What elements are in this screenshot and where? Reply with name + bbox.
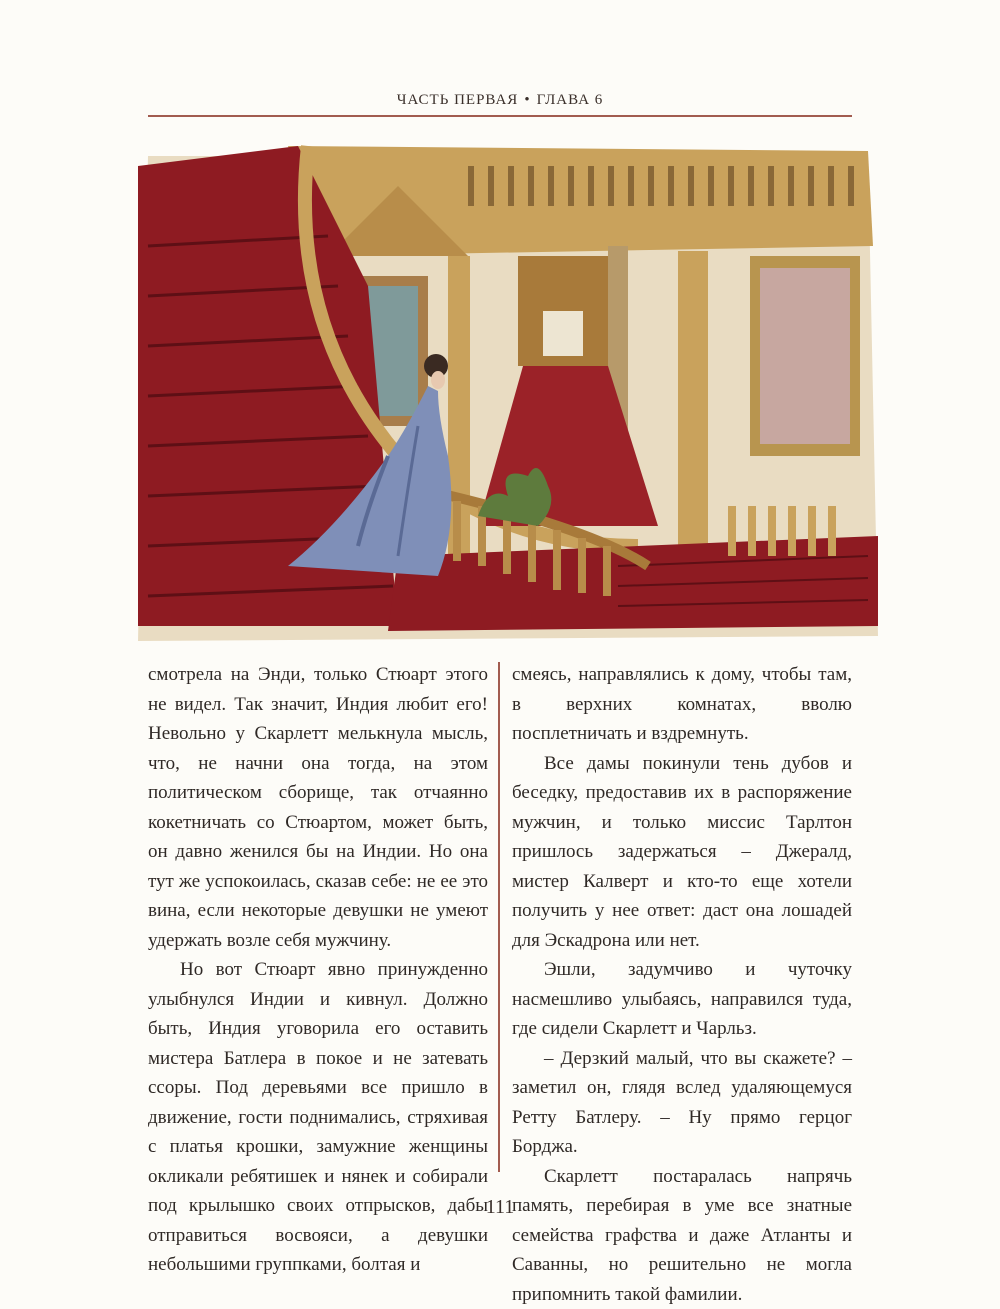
running-head-part: ЧАСТЬ ПЕРВАЯ (397, 92, 519, 108)
running-head-chapter: ГЛАВА 6 (537, 92, 604, 108)
paragraph: Все дамы покинули тень дубов и беседку, предоставив их в распоряжение мужчин, и только миссис Тарлтон пришлось задержаться – Джералд, мистер Калверт и кто-то еще хотели получить у нее ответ: даст она лошадей для Эскадрона или нет. (512, 749, 852, 956)
staircase-illustration-art (138, 126, 878, 646)
paragraph: Скарлетт постаралась напрячь память, перебирая в уме все знатные семейства графства и даже Атланты и Саванны, но решительно не могла припомнить такой фамилии. (512, 1162, 852, 1309)
text-column-left (148, 660, 488, 1280)
paragraph: Эшли, задумчиво и чуточку насмешливо улыбаясь, направился туда, где сидели Скарлетт и Чарльз. (512, 955, 852, 1044)
paragraph: смеясь, направлялись к дому, чтобы там, в верхних комнатах, вволю посплетничать и вздремнуть. (512, 660, 852, 749)
paragraph: Но вот Стюарт явно принужденно улыбнулся Индии и кивнул. Должно быть, Индия уговорила его оставить мистера Батлера в покое и не затевать ссоры. Под деревьями все пришло в движение, гости поднимались, стряхивая с платья крошки, замужние женщины окликали ребятишек и нянек и собирали под крылышко своих отпрысков, дабы отправиться восвояси, а девушки небольшими группками, болтая и (148, 955, 488, 1280)
page-number: 111 (0, 1196, 1000, 1219)
running-head (148, 92, 852, 109)
column-divider (498, 662, 500, 1172)
paragraph: – Дерзкий малый, что вы скажете? – заметил он, глядя вслед удаляющемуся Ретту Батлеру. – Ну прямо герцог Борджа. (512, 1044, 852, 1162)
staircase-illustration (138, 126, 878, 646)
running-head-separator: • (524, 92, 530, 108)
header-rule (148, 115, 852, 117)
paragraph: смотрела на Энди, только Стюарт этого не видел. Так значит, Индия любит его! Невольно у Скарлетт мелькнула мысль, что, не начни она тогда, на этом политическом сборище, так отчаянно кокетничать со Стюартом, может быть, он давно женился бы на Индии. Но она тут же успокоилась, сказав себе: не ее это вина, если некоторые девушки не умеют удержать возле себя мужчину. (148, 660, 488, 955)
